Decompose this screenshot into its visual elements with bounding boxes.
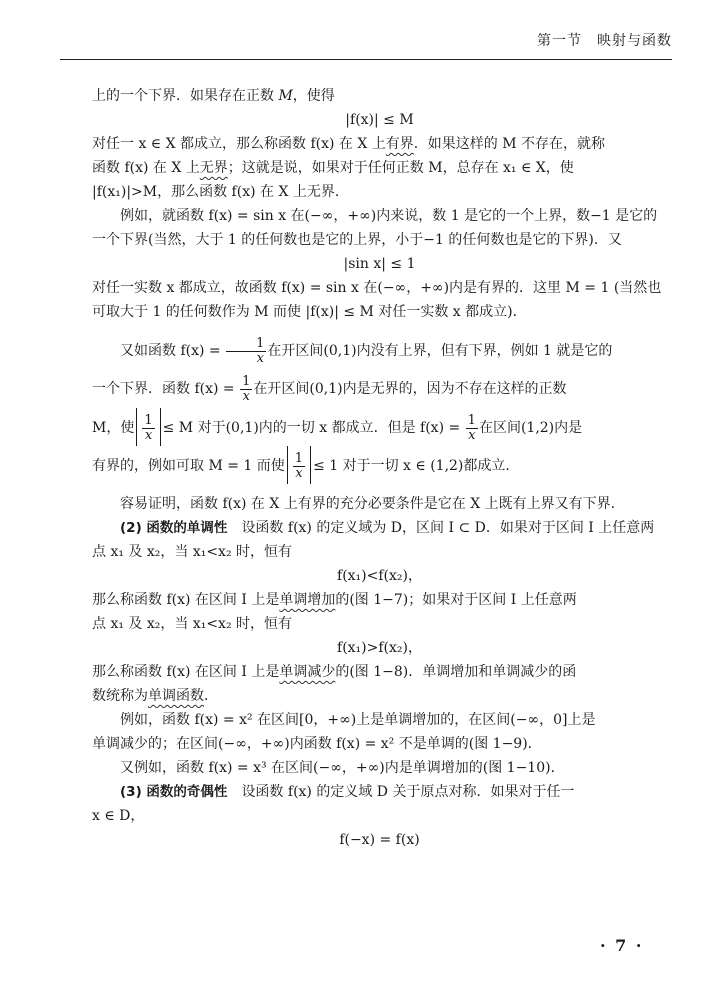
fraction: $\frac{1}{x}$ — [467, 412, 476, 443]
running-header: 第一节 映射与函数 — [537, 33, 672, 49]
text-line: 数统称为单调函数． — [92, 688, 218, 704]
text-line: 那么称函数 f(x) 在区间 I 上是单调减少的(图 1−8)．单调增加和单调减少的函 — [92, 664, 577, 680]
term-unbounded: 无界 — [199, 160, 228, 176]
term-decreasing: 单调减少 — [279, 664, 336, 680]
header-rule — [60, 59, 672, 60]
equation: f(x₁)>f(x₂)， — [337, 640, 422, 656]
text-line: (3) 函数的奇偶性 设函数 f(x) 的定义域 D 关于原点对称．如果对于任一 — [120, 784, 575, 800]
absolute-value: $\frac{1}{x}$ — [287, 446, 311, 484]
paragraph-monotonic: (2) 函数的单调性 设函数 f(x) 的定义域为 D，区间 I ⊂ D．如果对于区间 I 上任意两点 x₁ 及 x₂，当 x₁<x₂ 时，恒有 — [92, 520, 655, 560]
page-body — [92, 84, 667, 852]
text-line: |f(x₁)|>M，那么函数 f(x) 在 X 上无界． — [92, 184, 349, 200]
text-line: 又如函数 f(x) = $\frac{1}{x}$ 在开区间(0,1)内没有上界，但有下界，例如 1 就是它的 — [120, 335, 613, 366]
text-line: 单调减少的；在区间(−∞，+∞)内函数 f(x) = x² 不是单调的(图 1−9)． — [92, 736, 542, 752]
term-bounded: 有界 — [385, 136, 414, 152]
term-monotonic: 单调函数 — [148, 688, 204, 704]
text-line: 一个下界．函数 f(x) = $\frac{1}{x}$ 在开区间(0,1)内是无界的，因为不存在这样的正数 — [92, 373, 567, 404]
term-increasing: 单调增加 — [279, 592, 336, 608]
fraction: $\frac{1}{x}$ — [242, 373, 251, 404]
fraction: $\frac{1}{x}$ — [226, 337, 266, 366]
paragraph: 容易证明，函数 f(x) 在 X 上有界的充分必要条件是它在 X 上既有上界又有下界． — [120, 496, 625, 512]
equation: |sin x| ≤ 1 — [343, 256, 416, 272]
equation: |f(x)| ≤ M — [345, 112, 414, 128]
section-label: (3) 函数的奇偶性 — [120, 784, 228, 800]
equation: f(x₁)<f(x₂)， — [337, 568, 422, 584]
text-line: 又例如，函数 f(x) = x³ 在区间(−∞，+∞)内是单调增加的(图 1−10)． — [120, 760, 565, 776]
text-line: 那么称函数 f(x) 在区间 I 上是单调增加的(图 1−7)；如果对于区间 I 上任意两 — [92, 592, 577, 608]
absolute-value: $\frac{1}{x}$ — [136, 408, 160, 446]
text-line: 上的一个下界．如果存在正数 M，使得 — [92, 88, 335, 104]
text-line: 函数 f(x) 在 X 上无界；这就是说，如果对于任何正数 M，总存在 x₁ ∈ X，使 — [92, 160, 574, 176]
text-line: 对任一 x ∈ X 都成立，那么称函数 f(x) 在 X 上有界．如果这样的 M 不存在，就称 — [92, 136, 606, 152]
paragraph: 对任一实数 x 都成立，故函数 f(x) = sin x 在(−∞，+∞)内是有界的．这里 M = 1 (当然也可取大于 1 的任何数作为 M 而使 |f(x)| ≤ M 对任一实数 x 都成立)． — [92, 280, 662, 320]
page-number: · 7 · — [600, 936, 644, 955]
equation: f(−x) = f(x) — [339, 832, 420, 848]
text-line: 点 x₁ 及 x₂，当 x₁<x₂ 时，恒有 — [92, 616, 293, 632]
paragraph: 例如，就函数 f(x) = sin x 在(−∞，+∞)内来说，数 1 是它的一个上界，数−1 是它的一个下界(当然，大于 1 的任何数也是它的上界，小于−1 的任何数也是它的下界)．又 — [92, 208, 658, 248]
section-label: (2) 函数的单调性 — [120, 520, 228, 536]
text-line: x ∈ D， — [92, 808, 145, 824]
text-line: 例如，函数 f(x) = x² 在区间[0，+∞)上是单调增加的，在区间(−∞，0]上是 — [120, 712, 596, 728]
text-line: 有界的，例如可取 M = 1 而使 $\frac{1}{x}$ ≤ 1 对于一切 x ∈ (1,2)都成立． — [92, 446, 667, 484]
text-line: M，使 $\frac{1}{x}$ ≤ M 对于(0,1)内的一切 x 都成立．但是 f(x) = $\frac{1}{x}$ 在区间(1,2)内是 — [92, 408, 667, 446]
